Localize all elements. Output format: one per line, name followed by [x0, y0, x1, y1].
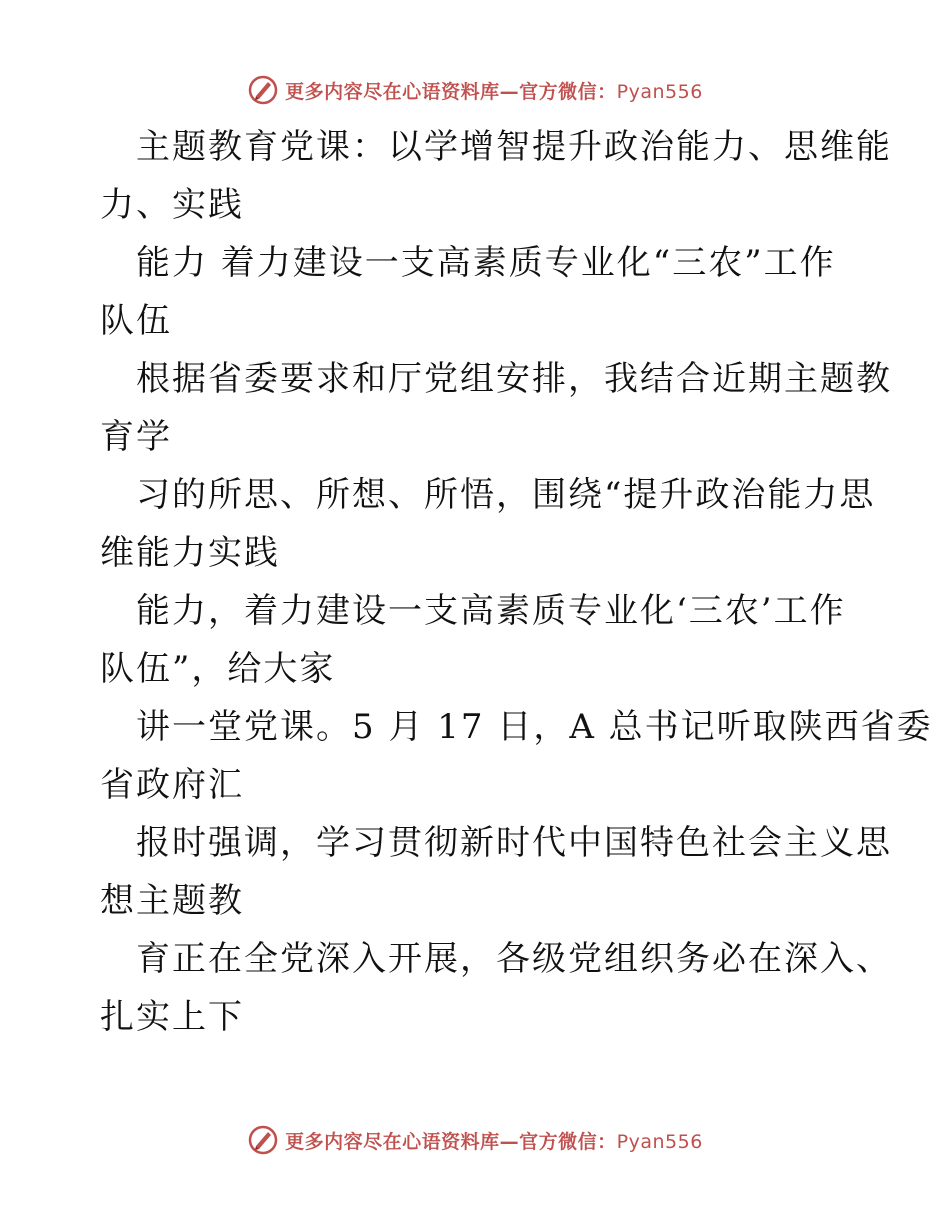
header-banner [0, 70, 950, 110]
footer-banner-label: 更多内容尽在心语资料库—官方微信： [285, 1130, 617, 1153]
text-line: 队伍 [100, 301, 172, 341]
text-line: 队伍”，给大家 [100, 649, 336, 689]
document-body [100, 118, 933, 1046]
header-banner-label: 更多内容尽在心语资料库—官方微信： [285, 80, 617, 103]
text-line: 习的所思、所想、所悟，围绕“提升政治能力思 [136, 475, 876, 515]
text-line: 主题教育党课：以学增智提升政治能力、思维能 [136, 127, 892, 167]
text-line: 能力 着力建设一支高素质专业化“三农”工作 [136, 243, 836, 283]
pen-logo-icon [247, 74, 279, 106]
text-line: 力、实践 [100, 185, 244, 225]
text-line: 报时强调，学习贯彻新时代中国特色社会主义思 [136, 823, 892, 863]
text-line: 育正在全党深入开展，各级党组织务必在深入、 [136, 939, 892, 979]
text-line: 省政府汇 [100, 765, 244, 805]
text-line: 想主题教 [100, 881, 244, 921]
text-line: 讲一堂党课。5 月 17 日，A 总书记听取陕西省委 [136, 707, 933, 747]
header-banner-handle: Pyan556 [616, 80, 703, 103]
pen-logo-icon [247, 1124, 279, 1156]
footer-banner [0, 1120, 950, 1160]
text-line: 维能力实践 [100, 533, 280, 573]
text-line: 扎实上下 [100, 997, 244, 1037]
text-line: 育学 [100, 417, 172, 457]
header-banner-text [285, 77, 703, 104]
text-line: 能力，着力建设一支高素质专业化‘三农’工作 [136, 591, 846, 631]
text-line: 根据省委要求和厅党组安排，我结合近期主题教 [136, 359, 892, 399]
footer-banner-handle: Pyan556 [616, 1130, 703, 1153]
footer-banner-text [285, 1127, 703, 1154]
